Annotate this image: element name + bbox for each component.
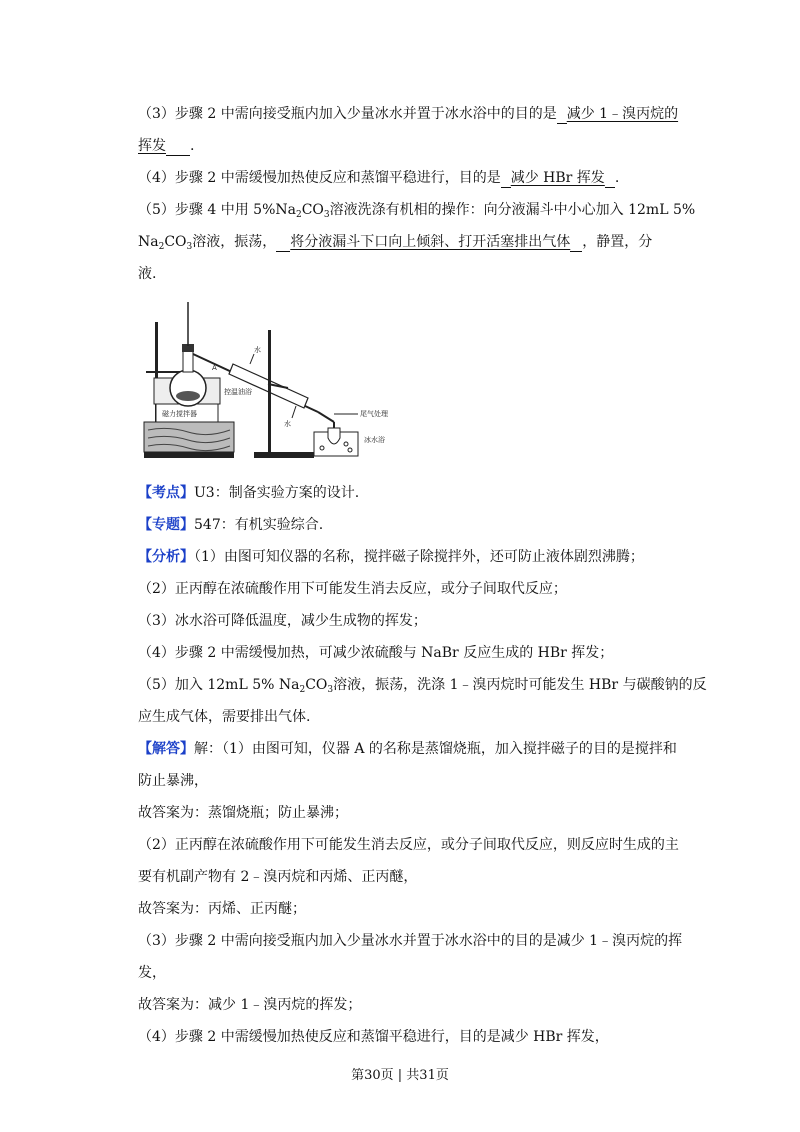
jieda-line4: （2）正丙醇在浓硫酸作用下可能发生消去反应，或分子间取代反应，则反应时生成的主 <box>138 837 679 853</box>
distillation-apparatus-figure <box>138 292 420 472</box>
q3-end: . <box>190 138 195 154</box>
subscript: 3 <box>186 242 193 252</box>
zhuanti-text: 547：有机实验综合. <box>194 517 324 533</box>
answer-blank-padding <box>570 235 582 252</box>
fenxi-line5 <box>138 675 707 695</box>
jieda-line5: 要有机副产物有 2﹣溴丙烷和丙烯、正丙醚， <box>138 869 418 885</box>
jieda-line8: 发， <box>138 965 166 981</box>
fenxi-text: （5）加入 12mL 5% Na <box>138 677 300 693</box>
q5-text: CO <box>164 234 187 250</box>
q4-answer: 减少 HBr 挥发 <box>510 170 605 186</box>
subscript: 3 <box>327 685 334 695</box>
jieda-line2: 防止暴沸， <box>138 773 208 789</box>
oil-bath-label: 控温油浴 <box>224 388 252 396</box>
q5-line2 <box>138 232 652 252</box>
kaodian-tag: 【考点】 <box>138 485 194 501</box>
zhuanti-tag: 【专题】 <box>138 517 194 533</box>
answer-blank-padding <box>501 171 511 188</box>
q5-text: 液. <box>138 266 157 282</box>
q3-text: （3）步骤 2 中需向接受瓶内加入少量冰水并置于冰水浴中的目的是 <box>138 106 557 122</box>
right-stand-rod <box>268 330 271 454</box>
q5-text: 溶液，振荡， <box>192 234 277 250</box>
fenxi-line1 <box>138 547 644 567</box>
answer-blank-padding <box>276 235 290 252</box>
fenxi-text: CO <box>305 677 328 693</box>
stirrer-label: 磁力搅拌器 <box>162 410 197 418</box>
jieda-line10: （4）步骤 2 中需缓慢加热使反应和蒸馏平稳进行，目的是减少 HBr 挥发， <box>138 1029 609 1045</box>
answer-blank-padding <box>605 171 615 188</box>
jieda-line7: （3）步骤 2 中需向接受瓶内加入少量冰水并置于冰水浴中的目的是减少 1﹣溴丙烷的挥 <box>138 933 683 949</box>
water-inlet <box>292 406 296 418</box>
tail-gas-label: 尾气处理 <box>360 410 388 418</box>
q3-line1 <box>138 104 678 124</box>
q5-text: Na <box>138 234 159 250</box>
answer-blank-padding <box>166 139 190 156</box>
q5-text: 溶液洗涤有机相的操作：向分液漏斗中小心加入 12mL 5% <box>329 202 696 218</box>
kaodian-line <box>138 483 359 503</box>
answer-blank-padding <box>557 107 567 124</box>
q5-answer: 将分液漏斗下口向上倾斜、打开活塞排出气体 <box>290 234 571 250</box>
fenxi-line6: 应生成气体，需要排出气体. <box>138 709 311 725</box>
zhuanti-line <box>138 515 323 535</box>
q5-line3 <box>138 264 156 284</box>
flask-liquid <box>176 391 200 401</box>
q3-line2 <box>138 136 194 156</box>
q3-answer: 减少 1﹣溴丙烷的 <box>566 106 679 122</box>
q5-line1 <box>138 200 695 220</box>
fenxi-line4: （4）步骤 2 中需缓慢加热，可减少浓硫酸与 NaBr 反应生成的 HBr 挥发； <box>138 645 614 661</box>
ice-bath-label: 冰水浴 <box>364 436 385 444</box>
q3-answer-cont: 挥发 <box>138 138 166 154</box>
jieda-tag: 【解答】 <box>138 741 194 757</box>
fenxi-text: 溶液，振荡，洗涤 1﹣溴丙烷时可能发生 HBr 与碳酸钠的反 <box>333 677 707 693</box>
q4-text: （4）步骤 2 中需缓慢加热使反应和蒸馏平稳进行，目的是 <box>138 170 501 186</box>
q5-text: ，静置，分 <box>582 234 653 250</box>
fenxi-tag: 【分析】 <box>138 549 194 565</box>
subscript: 3 <box>323 210 330 220</box>
kaodian-text: U3：制备实验方案的设计. <box>194 485 360 501</box>
adapter <box>318 412 334 422</box>
water-outlet <box>250 354 254 364</box>
jieda-text: 解：（1）由图可知，仪器 A 的名称是蒸馏烧瓶，加入搅拌磁子的目的是搅拌和 <box>194 741 677 757</box>
subscript: 2 <box>299 685 306 695</box>
fenxi-line3: （3）冰水浴可降低温度，减少生成物的挥发； <box>138 613 427 629</box>
fenxi-text: （1）由图可知仪器的名称，搅拌磁子除搅拌外，还可防止液体剧烈沸腾； <box>194 549 644 565</box>
right-stand-base <box>254 452 314 458</box>
water-label-top: 水 <box>254 346 261 354</box>
subscript: 2 <box>158 242 165 252</box>
jieda-line3: 故答案为：蒸馏烧瓶；防止暴沸； <box>138 805 348 821</box>
q4-end: . <box>614 170 620 186</box>
q4-line <box>138 168 619 188</box>
jieda-line6: 故答案为：丙烯、正丙醚； <box>138 901 306 917</box>
jieda-line1 <box>138 739 677 759</box>
receiving-flask <box>328 428 340 444</box>
fenxi-line2: （2）正丙醇在浓硫酸作用下可能发生消去反应，或分子间取代反应； <box>138 581 567 597</box>
water-label-bottom: 水 <box>284 420 291 428</box>
flask-label-a: A <box>212 364 217 372</box>
subscript: 2 <box>295 210 302 220</box>
jieda-line9: 故答案为：减少 1﹣溴丙烷的挥发； <box>138 997 362 1013</box>
q5-text: CO <box>301 202 324 218</box>
q5-text: （5）步骤 4 中用 5%Na <box>138 202 296 218</box>
page-footer: 第30页 | 共31页 <box>351 1068 449 1083</box>
